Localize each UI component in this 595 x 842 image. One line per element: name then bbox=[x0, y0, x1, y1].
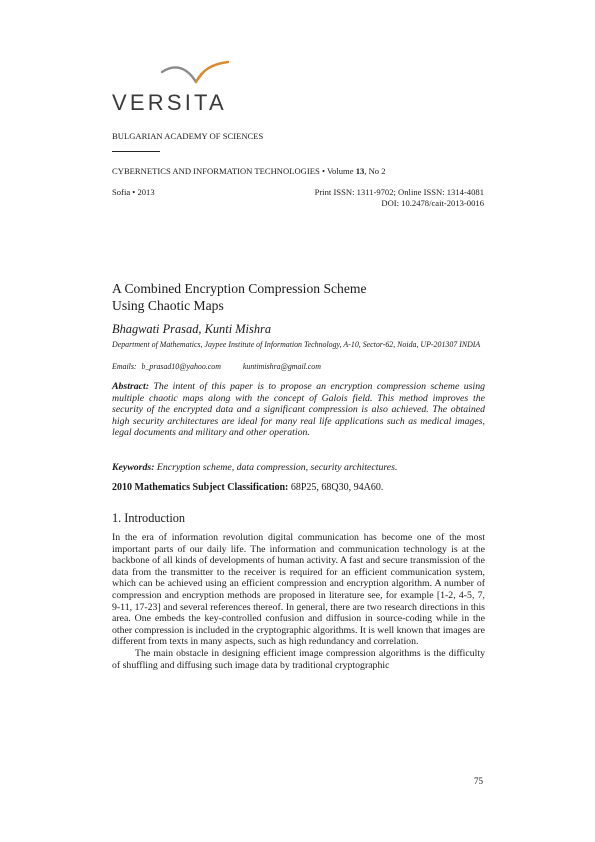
email-label: Emails: bbox=[112, 362, 137, 371]
abstract-text: The intent of this paper is to propose an encryption compression scheme using multiple chaotic maps along with the concept of Galois field. This method improves the security of the encrypted data and a significant compression is also achieved. The obtained high security architectures are ideal for many real life applications such as medical images, legal documents and military and other operation. bbox=[112, 381, 485, 439]
journal-line bbox=[112, 166, 386, 176]
paragraph: The main obstacle in designing efficient image compression algorithms is the difficulty of shuffling and diffusing such image data by traditional cryptographic bbox=[112, 647, 485, 671]
msc-codes: 68P25, 68Q30, 94A60. bbox=[290, 482, 384, 493]
volume-label: Volume bbox=[326, 166, 354, 176]
issn: Print ISSN: 1311-9702; Online ISSN: 1314-4081 bbox=[314, 187, 484, 197]
paper-title-line-2: Using Chaotic Maps bbox=[112, 298, 224, 313]
issue-number: , No 2 bbox=[364, 166, 386, 176]
abstract bbox=[112, 381, 485, 439]
publisher-logo bbox=[112, 60, 227, 120]
section-heading: 1. Introduction bbox=[112, 511, 186, 525]
authors: Bhagwati Prasad, Kunti Mishra bbox=[112, 322, 272, 336]
journal-bullet: • bbox=[321, 166, 325, 176]
keywords bbox=[112, 462, 485, 473]
affiliation: Department of Mathematics, Jaypee Institute of Information Technology, A-10, Sector-62, Noida, UP-201307 INDIA bbox=[112, 340, 481, 349]
msc-label: 2010 Mathematics Subject Classification: bbox=[112, 482, 289, 493]
doi: DOI: 10.2478/cait-2013-0016 bbox=[381, 198, 484, 208]
keywords-label: Keywords: bbox=[112, 462, 155, 473]
bird-logo-icon bbox=[160, 60, 232, 90]
abstract-label: Abstract: bbox=[112, 381, 150, 392]
logo-wordmark: VERSITA bbox=[112, 90, 227, 115]
academy-name: BULGARIAN ACADEMY OF SCIENCES bbox=[112, 131, 264, 141]
email-1[interactable]: b_prasad10@yahoo.com bbox=[141, 362, 221, 371]
paper-title-line-1: A Combined Encryption Compression Scheme bbox=[112, 281, 367, 296]
journal-name: CYBERNETICS AND INFORMATION TECHNOLOGIES bbox=[112, 166, 320, 176]
volume-number: 13 bbox=[355, 166, 365, 176]
place-year: Sofia • 2013 bbox=[112, 187, 155, 197]
keywords-text: Encryption scheme, data compression, security architectures. bbox=[156, 462, 398, 473]
paper-title bbox=[112, 280, 492, 314]
email-line bbox=[112, 362, 321, 371]
email-2[interactable]: kuntimishra@gmail.com bbox=[242, 362, 321, 371]
msc-classification bbox=[112, 482, 383, 493]
paragraph: In the era of information revolution digital communication has become one of the most important parts of our daily life. The information and communication technology is at the backbone of all kinds of developments of human activity. A fast and secure transmission of the data from the transmitter to the receiver is required for an efficient communication system, which can be achieved using an efficient compression and encryption algorithm. A number of compression and encryption methods are proposed in literature see, for example [1-2, 4-5, 7, 9-11, 17-23] and several references thereof. In general, there are two research directions in this area. One embeds the key-controlled confusion and diffusion in source-coding while in the other compression is included in the cryptographic algorithms. It is well known that images are different from texts in many aspects, such as high redundancy and correlation. bbox=[112, 532, 486, 648]
page-number: 75 bbox=[474, 776, 483, 786]
introduction-body bbox=[112, 532, 485, 671]
header-rule bbox=[112, 151, 160, 152]
